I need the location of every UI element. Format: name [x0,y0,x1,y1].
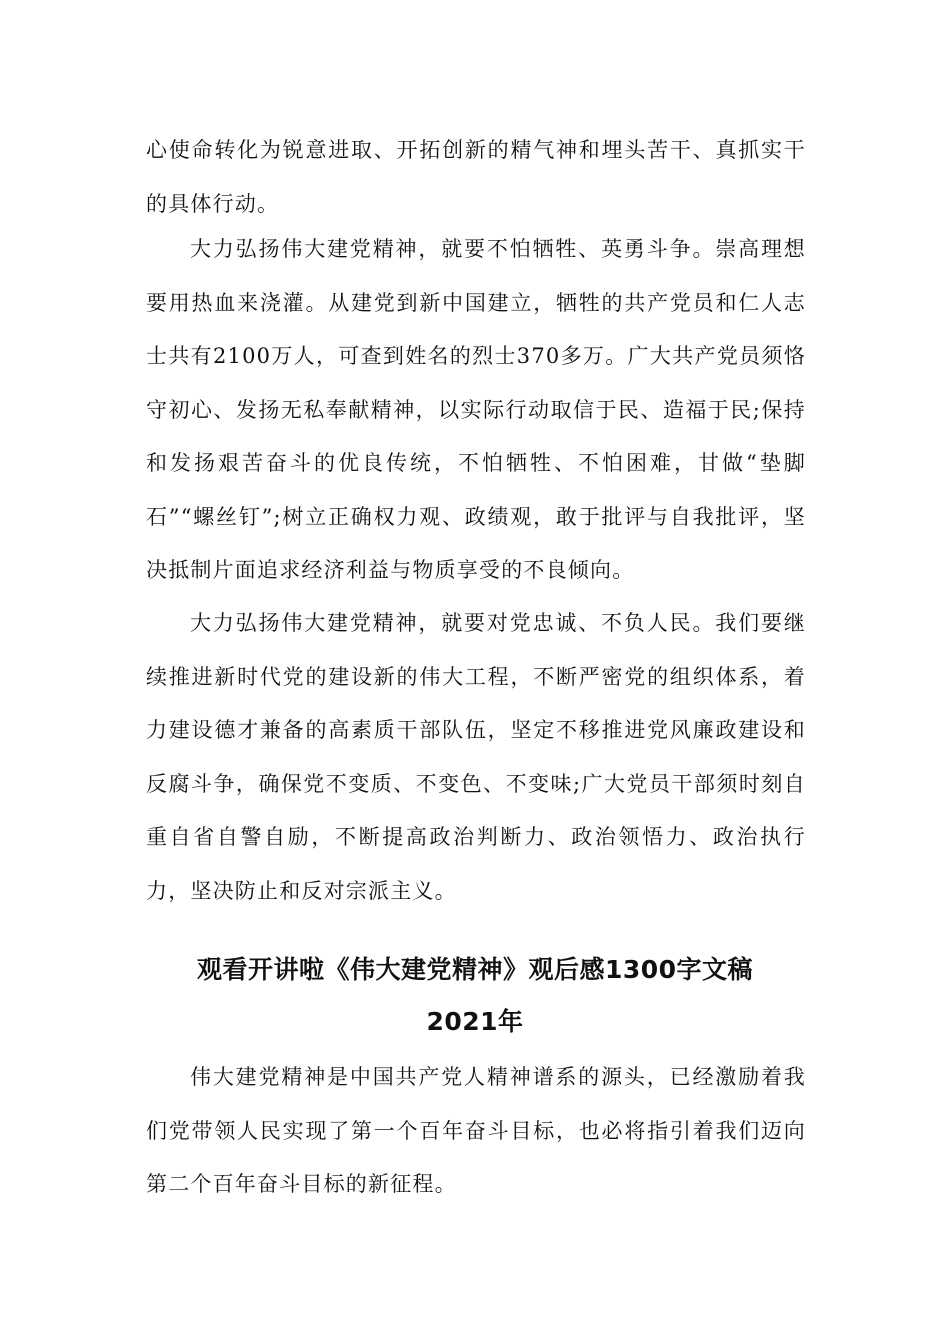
section-title [120,944,830,1048]
paragraph-continuation: 心使命转化为锐意进取、开拓创新的精气神和埋头苦干、真抓实干的具体行动。 [146,138,806,216]
paragraph-intro: 伟大建党精神是中国共产党人精神谱系的源头，已经激励着我们党带领人民实现了第一个百年奋斗目标，也必将指引着我们迈向第二个百年奋斗目标的新征程。 [146,1065,806,1196]
paragraph-sacrifice: 大力弘扬伟大建党精神，就要不怕牺牲、英勇斗争。崇高理想要用热血来浇灌。从建党到新中国建立，牺牲的共产党员和仁人志士共有2100万人，可查到姓名的烈士370多万。广大共产党员须恪守初心、发扬无私奉献精神，以实际行动取信于民、造福于民;保持和发扬艰苦奋斗的优良传统，不怕牺牲、不怕困难，甘做“垫脚石”“螺丝钉”;树立正确权力观、政绩观，敢于批评与自我批评，坚决抵制片面追求经济利益与物质享受的不良倾向。 [146,237,806,582]
section-title-line1: 观看开讲啦《伟大建党精神》观后感1300字文稿 [196,955,754,984]
section-title-line2: 2021年 [426,1007,524,1036]
paragraph-loyalty: 大力弘扬伟大建党精神，就要对党忠诚、不负人民。我们要继续推进新时代党的建设新的伟大工程，不断严密党的组织体系，着力建设德才兼备的高素质干部队伍，坚定不移推进党风廉政建设和反腐斗争，确保党不变质、不变色、不变味;广大党员干部须时刻自重自省自警自励，不断提高政治判断力、政治领悟力、政治执行力，坚决防止和反对宗派主义。 [146,611,806,903]
